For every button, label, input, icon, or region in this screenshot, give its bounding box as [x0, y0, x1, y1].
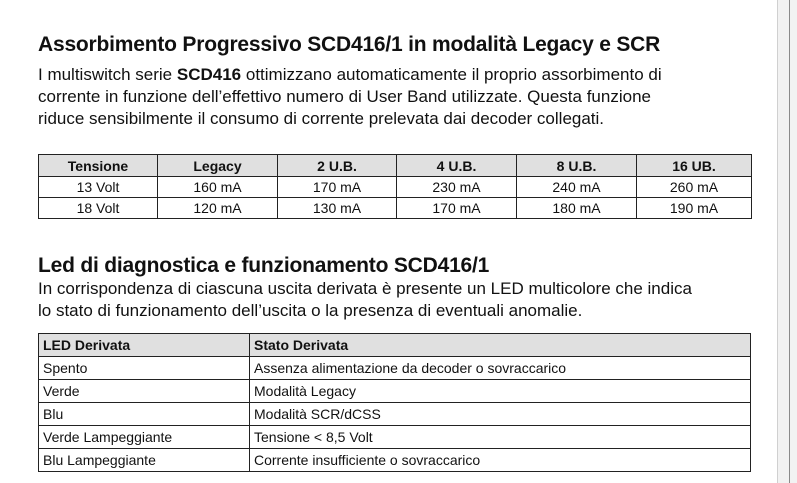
section-title-led: Led di diagnostica e funzionamento SCD416/1	[38, 254, 490, 277]
table-cell: Verde Lampeggiante	[39, 426, 250, 449]
table-cell: Modalità Legacy	[250, 380, 751, 403]
table-cell: Tensione < 8,5 Volt	[250, 426, 751, 449]
table-header-row	[39, 155, 752, 177]
table-cell: 260 mA	[637, 177, 752, 198]
table-cell: Spento	[39, 357, 250, 380]
table-cell: 130 mA	[278, 198, 397, 219]
table-cell: 170 mA	[278, 177, 397, 198]
table-cell: Corrente insufficiente o sovraccarico	[250, 449, 751, 472]
table-row	[39, 403, 751, 426]
col-tensione: Tensione	[39, 155, 158, 177]
table-cell: 13 Volt	[39, 177, 158, 198]
table-cell: 190 mA	[637, 198, 752, 219]
col-4ub: 4 U.B.	[397, 155, 517, 177]
table-cell: Modalità SCR/dCSS	[250, 403, 751, 426]
col-8ub: 8 U.B.	[517, 155, 637, 177]
paragraph-line: corrente in funzione dell’effettivo numero di User Band utilizzate. Questa funzione	[38, 87, 651, 106]
col-led-derivata: LED Derivata	[39, 334, 250, 357]
table-row	[39, 198, 752, 219]
absorption-paragraph	[38, 64, 662, 130]
col-16ub: 16 UB.	[637, 155, 752, 177]
paragraph-line: I multiswitch serie SCD416 ottimizzano automaticamente il proprio assorbimento di	[38, 65, 662, 84]
paragraph-line: lo stato di funzionamento dell’uscita o la presenza di eventuali anomalie.	[38, 301, 583, 320]
table-cell: Blu	[39, 403, 250, 426]
table-row	[39, 177, 752, 198]
table-header-row	[39, 334, 751, 357]
table-cell: Blu Lampeggiante	[39, 449, 250, 472]
table-cell: 170 mA	[397, 198, 517, 219]
page-edge-line	[789, 0, 790, 483]
table-cell: 240 mA	[517, 177, 637, 198]
table-cell: 120 mA	[158, 198, 278, 219]
absorption-table	[38, 154, 752, 219]
table-row	[39, 449, 751, 472]
table-cell: 180 mA	[517, 198, 637, 219]
led-table	[38, 333, 751, 472]
paragraph-line: In corrispondenza di ciascuna uscita derivata è presente un LED multicolore che indica	[38, 279, 692, 298]
col-2ub: 2 U.B.	[278, 155, 397, 177]
table-row	[39, 380, 751, 403]
led-paragraph	[38, 278, 692, 322]
paragraph-line: riduce sensibilmente il consumo di corrente prelevata dai decoder collegati.	[38, 109, 605, 128]
product-code: SCD416	[176, 65, 242, 84]
table-cell: 160 mA	[158, 177, 278, 198]
col-stato-derivata: Stato Derivata	[250, 334, 751, 357]
table-cell: Assenza alimentazione da decoder o sovraccarico	[250, 357, 751, 380]
table-cell: 230 mA	[397, 177, 517, 198]
col-legacy: Legacy	[158, 155, 278, 177]
table-cell: Verde	[39, 380, 250, 403]
section-title-absorption: Assorbimento Progressivo SCD416/1 in modalità Legacy e SCR	[38, 33, 661, 56]
table-row	[39, 357, 751, 380]
table-row	[39, 426, 751, 449]
page-edge	[777, 0, 797, 483]
table-cell: 18 Volt	[39, 198, 158, 219]
